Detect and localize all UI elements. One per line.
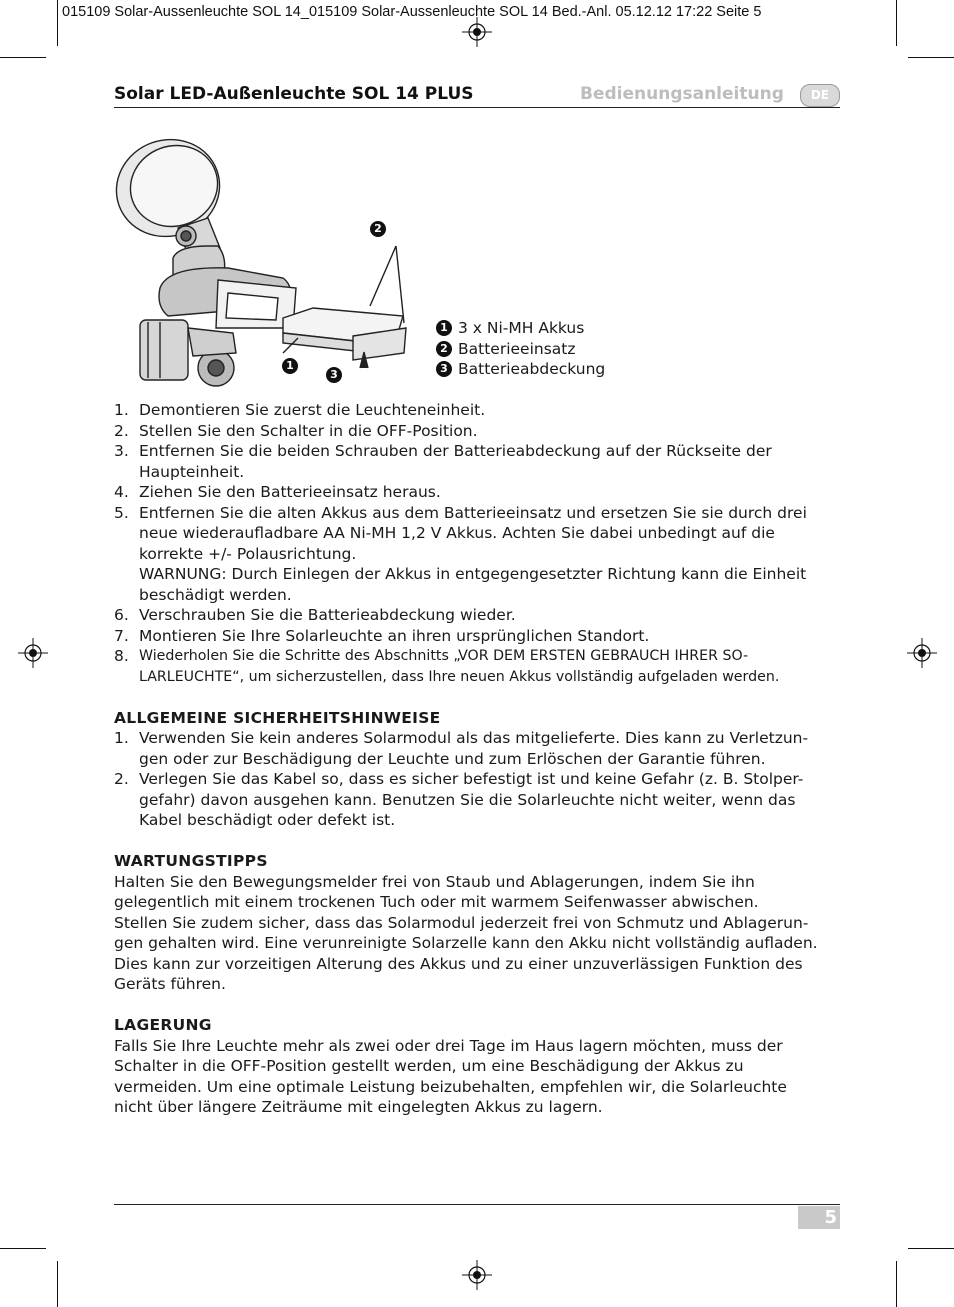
step-line: Haupteinheit.: [139, 462, 245, 481]
step-line: neue wiederaufladbare AA Ni-MH 1,2 V Akkus. Achten Sie dabei unbedingt auf die: [139, 524, 775, 542]
paragraph-line: Geräts führen.: [114, 975, 226, 993]
step-item: [114, 421, 842, 442]
paragraph-line: vermeiden. Um eine optimale Leistung beizubehalten, empfehlen wir, die Solarleuchte: [114, 1077, 787, 1096]
step-number: 3.: [114, 442, 129, 460]
step-item: [114, 441, 842, 482]
legend-label: 3 x Ni-MH Akkus: [458, 319, 585, 337]
instruction-content: [114, 400, 842, 1118]
step-line: Verschrauben Sie die Batterieabdeckung wieder.: [139, 606, 516, 624]
warning-line: beschädigt werden.: [139, 585, 292, 604]
crop-mark: [57, 1261, 58, 1307]
storage-heading: LAGERUNG: [114, 1016, 212, 1034]
print-slug: 015109 Solar-Aussenleuchte SOL 14_015109 Solar-Aussenleuchte SOL 14 Bed.-Anl. 05.12.12 17:22 Seite 5: [62, 4, 762, 20]
document-title: Solar LED-Außenleuchte SOL 14 PLUS: [114, 84, 474, 104]
legend-item: [436, 359, 605, 380]
legend-number: 3: [436, 361, 452, 377]
language-badge: DE: [800, 84, 840, 107]
step-line: Entfernen Sie die beiden Schrauben der Batterieabdeckung auf der Rückseite der: [139, 442, 772, 460]
crop-mark: [896, 0, 897, 46]
step-item: [114, 605, 842, 626]
paragraph-line: gelegentlich mit einem trockenen Tuch oder mit warmem Seifenwasser abwischen.: [114, 893, 759, 911]
footer-rule: [114, 1204, 840, 1205]
step-item: [114, 482, 842, 503]
step-number: 6.: [114, 606, 129, 624]
safety-line: Verwenden Sie kein anderes Solarmodul als das mitgelieferte. Dies kann zu Verletzun-: [139, 729, 809, 747]
safety-line: Verlegen Sie das Kabel so, dass es sicher befestigt ist und keine Gefahr (z. B. Stolper-: [139, 770, 804, 788]
registration-mark-icon: [18, 638, 48, 668]
safety-list: [114, 728, 842, 831]
step-number: 5.: [114, 503, 129, 522]
step-line: Wiederholen Sie die Schritte des Abschnitts „VOR DEM ERSTEN GEBRAUCH IHRER SO-: [139, 648, 749, 664]
step-item: [114, 400, 842, 421]
step-line: Demontieren Sie zuerst die Leuchteneinheit.: [139, 401, 486, 419]
callout-number: 3: [326, 367, 342, 383]
step-line: Ziehen Sie den Batterieeinsatz heraus.: [139, 483, 441, 501]
callout-number: 1: [282, 358, 298, 374]
step-line: Entfernen Sie die alten Akkus aus dem Batterieeinsatz und ersetzen Sie sie durch drei: [139, 503, 807, 522]
crop-mark: [0, 57, 46, 58]
crop-mark: [908, 57, 954, 58]
maintenance-paragraph: [114, 872, 842, 995]
safety-line: Kabel beschädigt oder defekt ist.: [139, 811, 396, 829]
crop-mark: [57, 0, 58, 46]
step-item: [114, 626, 842, 647]
registration-mark-icon: [462, 17, 492, 47]
step-number: 1.: [114, 401, 129, 419]
step-item: [114, 646, 842, 687]
figure-legend: [436, 318, 605, 380]
step-line: Montieren Sie Ihre Solarleuchte an ihren ursprünglichen Standort.: [139, 626, 650, 645]
warning-line: WARNUNG: Durch Einlegen der Akkus in entgegengesetzter Richtung kann die Einheit: [139, 565, 807, 583]
safety-line: gen oder zur Beschädigung der Leuchte und zum Erlöschen der Garantie führen.: [139, 749, 766, 768]
paragraph-line: nicht über längere Zeiträume mit eingelegten Akkus zu lagern.: [114, 1098, 603, 1116]
callout-number: 2: [370, 221, 386, 237]
step-number: 2.: [114, 421, 129, 440]
step-number: 4.: [114, 483, 129, 501]
paragraph-line: gen gehalten wird. Eine verunreinigte Solarzelle kann den Akku nicht vollständig aufladen.: [114, 934, 818, 952]
header-rule: [114, 107, 840, 108]
legend-label: Batterieabdeckung: [458, 360, 606, 378]
paragraph-line: Stellen Sie zudem sicher, dass das Solarmodul jederzeit frei von Schmutz und Ablagerun-: [114, 913, 809, 932]
registration-mark-icon: [462, 1260, 492, 1290]
paragraph-line: Falls Sie Ihre Leuchte mehr als zwei oder drei Tage im Haus lagern möchten, muss der: [114, 1036, 783, 1055]
safety-item: [114, 728, 842, 769]
crop-mark: [0, 1248, 46, 1249]
document-subtitle: Bedienungsanleitung: [580, 84, 784, 104]
step-line: Stellen Sie den Schalter in die OFF-Position.: [139, 421, 478, 440]
legend-item: [436, 339, 605, 360]
item-number: 1.: [114, 729, 129, 747]
registration-mark-icon: [907, 638, 937, 668]
safety-heading: ALLGEMEINE SICHERHEITSHINWEISE: [114, 708, 441, 727]
paragraph-line: Halten Sie den Bewegungsmelder frei von Staub und Ablagerungen, indem Sie ihn: [114, 872, 755, 891]
safety-line: gefahr) davon ausgehen kann. Benutzen Sie die Solarleuchte nicht weiter, wenn das: [139, 790, 796, 809]
step-item: [114, 503, 842, 606]
crop-mark: [896, 1261, 897, 1307]
legend-label: Batterieeinsatz: [458, 339, 576, 358]
crop-mark: [908, 1248, 954, 1249]
step-line: korrekte +/- Polausrichtung.: [139, 544, 357, 563]
storage-paragraph: [114, 1036, 842, 1118]
step-number: 7.: [114, 626, 129, 645]
legend-number: 2: [436, 341, 452, 357]
legend-item: [436, 318, 605, 339]
replacement-steps: [114, 400, 842, 687]
paragraph-line: Dies kann zur vorzeitigen Alterung des Akkus und zu einer unzuverlässigen Funktion des: [114, 954, 803, 973]
step-number: 8.: [114, 647, 129, 665]
item-number: 2.: [114, 770, 129, 788]
maintenance-heading: WARTUNGSTIPPS: [114, 852, 268, 870]
paragraph-line: Schalter in die OFF-Position gestellt werden, um eine Beschädigung der Akkus zu: [114, 1057, 744, 1075]
page-number: 5: [798, 1206, 840, 1229]
step-line: LARLEUCHTE“, um sicherzustellen, dass Ihre neuen Akkus vollständig aufgeladen werden.: [139, 668, 780, 685]
solar-lamp-illustration: [108, 128, 418, 400]
safety-item: [114, 769, 842, 831]
legend-number: 1: [436, 320, 452, 336]
